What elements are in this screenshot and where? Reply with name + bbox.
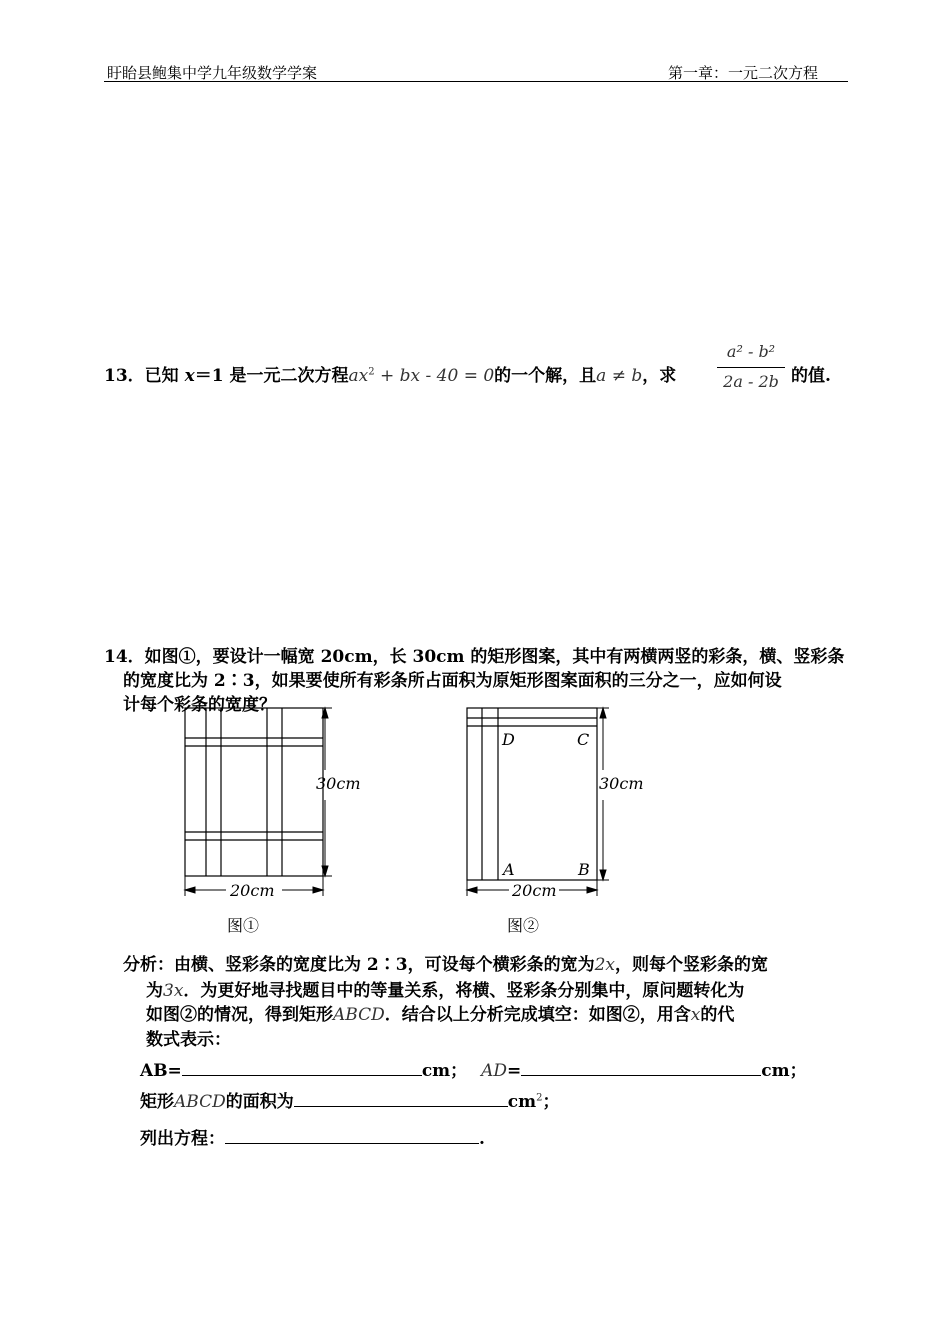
area-answer-blank[interactable] [294, 1088, 508, 1107]
q13-text-4: 的值. [791, 366, 831, 386]
analysis-line-2 [146, 976, 744, 1001]
analysis-math-x: x [690, 1005, 701, 1025]
figure-1 [170, 700, 360, 940]
analysis-math-abcd: ABCD [333, 1005, 385, 1025]
figure-2-height-label: 30cm [599, 774, 644, 793]
fraction-numerator: a² - b² [726, 342, 776, 361]
header-chapter-title: 第一章：一元二次方程 [668, 64, 819, 82]
ab-answer-blank[interactable] [182, 1057, 422, 1076]
area-unit-tail: ； [542, 1092, 560, 1112]
q13-text-3: ，求 [642, 366, 677, 386]
equation-answer-blank[interactable] [225, 1125, 479, 1144]
figure-1-caption: 图① [227, 916, 260, 935]
q13-text-2: 的一个解，且 [494, 366, 597, 386]
area-unit-exponent: 2 [536, 1092, 543, 1104]
analysis-line-3 [146, 1000, 734, 1025]
area-text-b: 的面积为 [225, 1092, 294, 1112]
figure-2 [455, 700, 655, 940]
analysis-text-3b: ．结合以上分析完成填空：如图②，用含 [384, 1005, 691, 1025]
equation-tail: . [479, 1129, 485, 1149]
figure-2-height-dimension [597, 708, 609, 880]
analysis-text-1b: ，则每个竖彩条的宽 [614, 955, 768, 975]
analysis-line-1 [123, 950, 768, 975]
vertex-b-label: B [578, 860, 590, 879]
analysis-text-2b: ．为更好地寻找题目中的等量关系，将横、竖彩条分别集中，原问题转化为 [183, 981, 745, 1001]
figure-1-width-label: 20cm [230, 881, 275, 900]
figure-2-width-label: 20cm [512, 881, 557, 900]
analysis-text-3a: 如图②的情况，得到矩形 [146, 1005, 333, 1025]
header-divider [104, 81, 848, 82]
figure-2-caption: 图② [507, 916, 540, 935]
question-13 [104, 361, 676, 386]
ad-answer-blank[interactable] [521, 1057, 761, 1076]
figure-1-rectangle [185, 708, 323, 876]
q14-line-2: 的宽度比为 2∶3，如果要使所有彩条所占面积为原矩形图案面积的三分之一，应如何设 [123, 671, 782, 691]
header-school-title: 盱眙县鲍集中学九年级数学学案 [107, 64, 318, 82]
area-text-a: 矩形 [140, 1092, 174, 1112]
ab-label: AB= [140, 1061, 182, 1081]
q14-line-1: 14．如图①，要设计一幅宽 20cm，长 30cm 的矩形图案，其中有两横两竖的彩条，横、竖彩条 [104, 647, 845, 667]
vertex-a-label: A [503, 860, 515, 879]
area-unit: cm [507, 1092, 537, 1112]
fill-line-ab-ad [140, 1056, 807, 1081]
equation-label: 列出方程： [140, 1129, 225, 1149]
area-math-abcd: ABCD [174, 1092, 226, 1112]
vertex-c-label: C [577, 730, 590, 749]
question-number: 13． [104, 366, 145, 386]
vertex-d-label: D [502, 730, 515, 749]
fraction-denominator: 2a - 2b [723, 372, 779, 391]
q13-text-1: 已知 [144, 366, 185, 386]
q13-text-eq1: ＝1 是一元二次方程 [194, 366, 349, 386]
ad-equals: = [507, 1061, 522, 1081]
fraction-expression [717, 342, 785, 391]
fill-line-equation [140, 1124, 485, 1149]
ad-unit: cm； [761, 1061, 807, 1081]
analysis-text-2a: 为 [146, 981, 163, 1001]
q14-line-3: 计每个彩条的宽度？ [123, 695, 276, 715]
ad-label: AD [481, 1061, 507, 1081]
ab-unit: cm； [421, 1061, 468, 1081]
condition-a-neq-b: a ≠ b [596, 366, 643, 386]
fraction-bar [717, 367, 785, 368]
analysis-text-1a: 分析：由横、竖彩条的宽度比为 2∶3，可设每个横彩条的宽为 [123, 955, 595, 975]
equation-ax: ax [348, 366, 369, 386]
analysis-math-3x: 3x [163, 981, 184, 1001]
analysis-text-3c: 的代 [700, 1005, 735, 1025]
equation-exponent: 2 [368, 366, 375, 378]
analysis-math-2x: 2x [594, 955, 615, 975]
figure-1-height-label: 30cm [316, 774, 360, 793]
equation-rest: + bx - 40 = 0 [374, 366, 495, 386]
q13-var-x: x [184, 366, 195, 386]
fill-line-area [140, 1087, 559, 1112]
analysis-line-4: 数式表示： [146, 1030, 231, 1050]
